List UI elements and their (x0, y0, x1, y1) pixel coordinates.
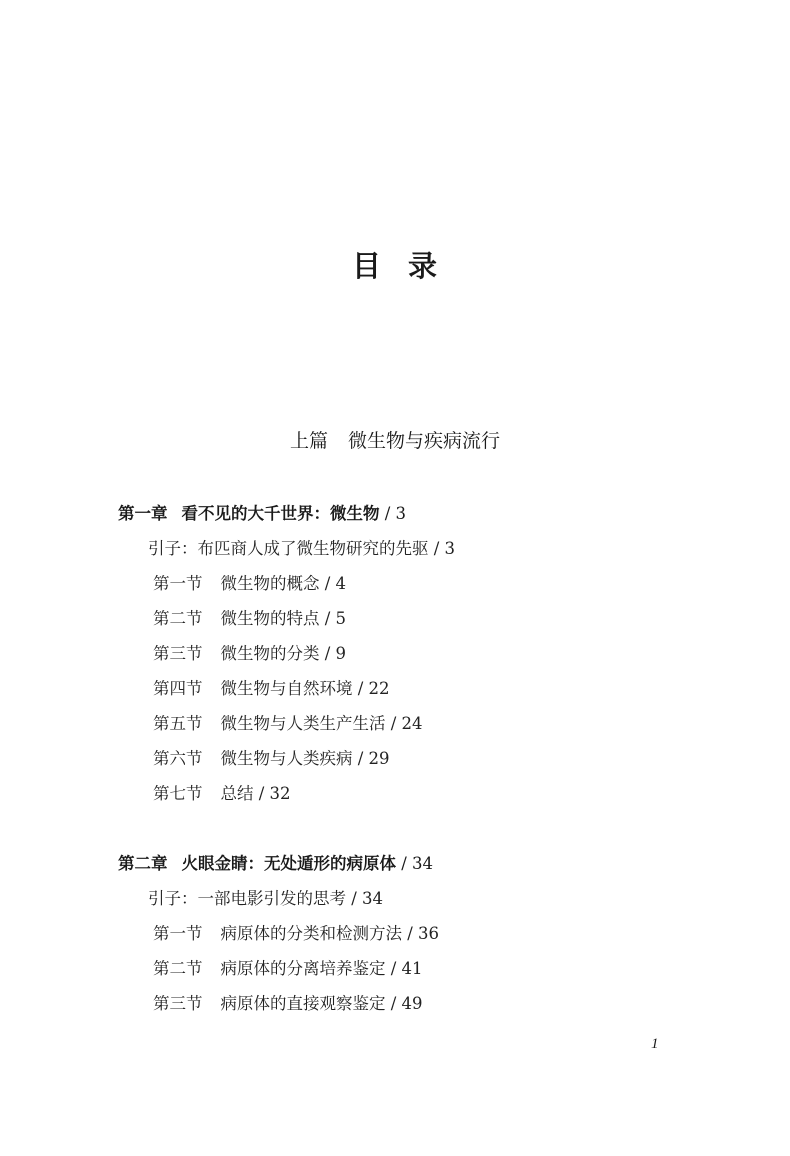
chapter-2-heading[interactable] (118, 850, 433, 874)
chapter-label: 第二章 (118, 854, 168, 873)
entry-label: 第二节 (153, 609, 203, 628)
page-ref: / 41 (385, 959, 423, 978)
page-ref: / 32 (253, 784, 291, 803)
chapter-1-heading[interactable] (118, 500, 406, 524)
page-ref: / 49 (385, 994, 423, 1013)
page-ref: / 9 (319, 644, 347, 663)
entry-label: 第三节 (153, 644, 203, 663)
toc-entry[interactable] (148, 535, 455, 559)
page-ref: / 3 (428, 539, 456, 558)
toc-entry[interactable] (153, 605, 346, 629)
entry-title: 微生物与人类生产生活 (220, 714, 386, 733)
toc-entry[interactable] (153, 780, 291, 804)
page-ref: / 24 (385, 714, 423, 733)
title-char-1: 目 (351, 249, 382, 283)
toc-entry[interactable] (153, 920, 439, 944)
part-heading (0, 426, 790, 453)
page-ref: / 36 (402, 924, 440, 943)
page-ref: / 22 (352, 679, 390, 698)
entry-title: 病原体的分离培养鉴定 (220, 959, 386, 978)
toc-entry[interactable] (153, 955, 423, 979)
toc-entry[interactable] (153, 990, 423, 1014)
toc-entry[interactable] (153, 675, 390, 699)
toc-entry[interactable] (153, 710, 423, 734)
entry-title: 微生物与人类疾病 (220, 749, 353, 768)
entry-title: 微生物与自然环境 (220, 679, 353, 698)
page-number: 1 (651, 1036, 659, 1052)
title-char-2: 录 (408, 249, 439, 283)
toc-entry[interactable] (153, 640, 346, 664)
part-title: 微生物与疾病流行 (348, 430, 501, 452)
chapter-title: 火眼金睛：无处遁形的病原体 (181, 854, 396, 873)
entry-label: 第四节 (153, 679, 203, 698)
page-ref: / 34 (346, 889, 384, 908)
entry-label: 第七节 (153, 784, 203, 803)
entry-label: 第六节 (153, 749, 203, 768)
entry-label: 第五节 (153, 714, 203, 733)
page-ref: / 4 (319, 574, 347, 593)
page-ref: / 5 (319, 609, 347, 628)
page-ref: / 3 (379, 504, 407, 523)
entry-label: 第二节 (153, 959, 203, 978)
entry-label: 第三节 (153, 994, 203, 1013)
chapter-label: 第一章 (118, 504, 168, 523)
entry-title: 微生物的特点 (220, 609, 320, 628)
toc-entry[interactable] (148, 885, 383, 909)
entry-label: 第一节 (153, 574, 203, 593)
entry-title: 微生物的概念 (220, 574, 320, 593)
entry-title: 病原体的分类和检测方法 (220, 924, 402, 943)
entry-label: 引子：布匹商人成了微生物研究的先驱 (148, 539, 429, 558)
page-ref: / 34 (396, 854, 434, 873)
part-label: 上篇 (289, 430, 328, 452)
entry-label: 引子：一部电影引发的思考 (148, 889, 346, 908)
entry-title: 病原体的直接观察鉴定 (220, 994, 386, 1013)
entry-label: 第一节 (153, 924, 203, 943)
chapter-title: 看不见的大千世界：微生物 (181, 504, 380, 523)
entry-title: 微生物的分类 (220, 644, 320, 663)
toc-entry[interactable] (153, 570, 346, 594)
toc-entry[interactable] (153, 745, 390, 769)
page-ref: / 29 (352, 749, 390, 768)
page-title (0, 244, 790, 285)
entry-title: 总结 (220, 784, 254, 803)
